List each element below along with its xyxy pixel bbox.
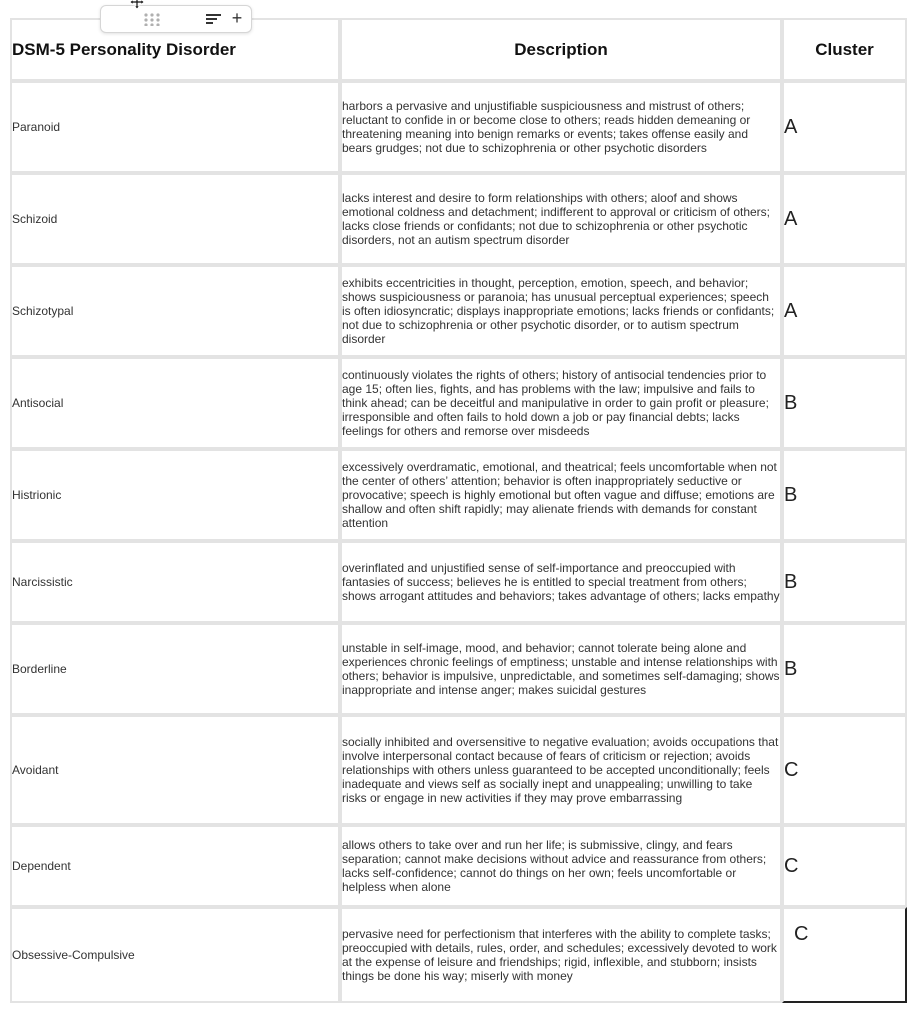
description-cell[interactable]: continuously violates the rights of others; history of antisocial tendencies prior to age 15; often lies, fights, and has problems with the law; impulsive and fails to think ahead; can be deceitful and manipulative in order to gain profit or pleasure; irresponsible and often fails to hold down a job or pay financial debts; lacks feelings for others and remorse over misdeeds — [340, 357, 782, 449]
table-row — [10, 623, 907, 715]
move-cursor-icon — [129, 0, 145, 10]
disorder-name-cell[interactable]: Antisocial — [10, 357, 340, 449]
table-toolbar — [100, 5, 252, 33]
disorder-name-cell[interactable]: Avoidant — [10, 715, 340, 825]
personality-disorder-table — [10, 18, 907, 1003]
description-cell[interactable]: pervasive need for perfectionism that interferes with the ability to complete tasks; preoccupied with details, rules, order, and schedules; excessively devoted to work at the expense of leisure and friendships; rigid, inflexible, and stubborn; insists things be done his way; miserly with money — [340, 907, 782, 1003]
drag-handle-icon[interactable] — [143, 12, 161, 26]
disorder-name-cell[interactable]: Dependent — [10, 825, 340, 907]
disorder-name-cell[interactable]: Schizotypal — [10, 265, 340, 357]
cluster-cell[interactable]: A — [782, 265, 907, 357]
disorder-name-cell[interactable]: Histrionic — [10, 449, 340, 541]
description-cell[interactable]: lacks interest and desire to form relationships with others; aloof and shows emotional coldness and detachment; indifferent to approval or criticism of others; lacks close friends or confidants; not due to schizophrenia or other psychotic disorders, not an autism spectrum disorder — [340, 173, 782, 265]
cluster-cell[interactable]: B — [782, 541, 907, 623]
cluster-cell-selected[interactable]: C — [782, 907, 907, 1003]
table-row — [10, 357, 907, 449]
description-cell[interactable]: overinflated and unjustified sense of self-importance and preoccupied with fantasies of success; believes he is entitled to special treatment from others; shows arrogant attitudes and behaviors; takes advantage of others; lacks empathy — [340, 541, 782, 623]
table-row — [10, 265, 907, 357]
cluster-cell[interactable]: B — [782, 449, 907, 541]
disorder-name-cell[interactable]: Narcissistic — [10, 541, 340, 623]
disorder-name-cell[interactable]: Borderline — [10, 623, 340, 715]
table-row — [10, 907, 907, 1003]
cluster-cell[interactable]: C — [782, 715, 907, 825]
header-disorder[interactable]: DSM-5 Personality Disorder — [10, 18, 340, 81]
cluster-cell[interactable]: A — [782, 173, 907, 265]
table-row — [10, 81, 907, 173]
description-cell[interactable]: socially inhibited and oversensitive to negative evaluation; avoids occupations that involve interpersonal contact because of fears of criticism or rejection; avoids relationships with others unless guaranteed to be accepted unconditionally; feels inadequate and views self as socially inept and unappealing; unwilling to take risks or engage in new activities if they may prove embarrassing — [340, 715, 782, 825]
sort-icon[interactable] — [205, 12, 223, 26]
description-cell[interactable]: allows others to take over and run her life; is submissive, clingy, and fears separation; cannot make decisions without advice and reassurance from others; lacks self-confidence; cannot do things on her own; feels uncomfortable or helpless when alone — [340, 825, 782, 907]
disorder-name-cell[interactable]: Schizoid — [10, 173, 340, 265]
description-cell[interactable]: excessively overdramatic, emotional, and theatrical; feels uncomfortable when not the center of others’ attention; behavior is often inappropriately seductive or provocative; speech is highly emotional but often vague and diffuse; emotions are shallow and often shift rapidly; may alienate friends with demands for constant attention — [340, 449, 782, 541]
cluster-cell[interactable]: C — [782, 825, 907, 907]
disorder-name-cell[interactable]: Obsessive-Compulsive — [10, 907, 340, 1003]
cluster-cell[interactable]: A — [782, 81, 907, 173]
table-row — [10, 449, 907, 541]
header-description[interactable]: Description — [340, 18, 782, 81]
cluster-cell[interactable]: B — [782, 623, 907, 715]
cluster-cell[interactable]: B — [782, 357, 907, 449]
description-cell[interactable]: harbors a pervasive and unjustifiable suspiciousness and mistrust of others; reluctant to confide in or become close to others; reads hidden demeaning or threatening meaning into benign remarks or events; takes offense easily and bears grudges; not due to schizophrenia or other psychotic disorders — [340, 81, 782, 173]
table-row — [10, 825, 907, 907]
header-cluster[interactable]: Cluster — [782, 18, 907, 81]
add-column-button[interactable]: + — [231, 8, 243, 28]
description-cell[interactable]: exhibits eccentricities in thought, perception, emotion, speech, and behavior; shows suspiciousness or paranoia; has unusual perceptual experiences; speech is often idiosyncratic; displays inappropriate emotions; lacks friends or confidants; not due to schizophrenia or other psychotic disorder, or to autism spectrum disorder — [340, 265, 782, 357]
table-row — [10, 173, 907, 265]
disorder-name-cell[interactable]: Paranoid — [10, 81, 340, 173]
description-cell[interactable]: unstable in self-image, mood, and behavior; cannot tolerate being alone and experiences chronic feelings of emptiness; unstable and intense relationships with others; behavior is impulsive, unpredictable, and sometimes self-damaging; shows inappropriate and intense anger; makes suicidal gestures — [340, 623, 782, 715]
table-row — [10, 715, 907, 825]
table-row — [10, 541, 907, 623]
